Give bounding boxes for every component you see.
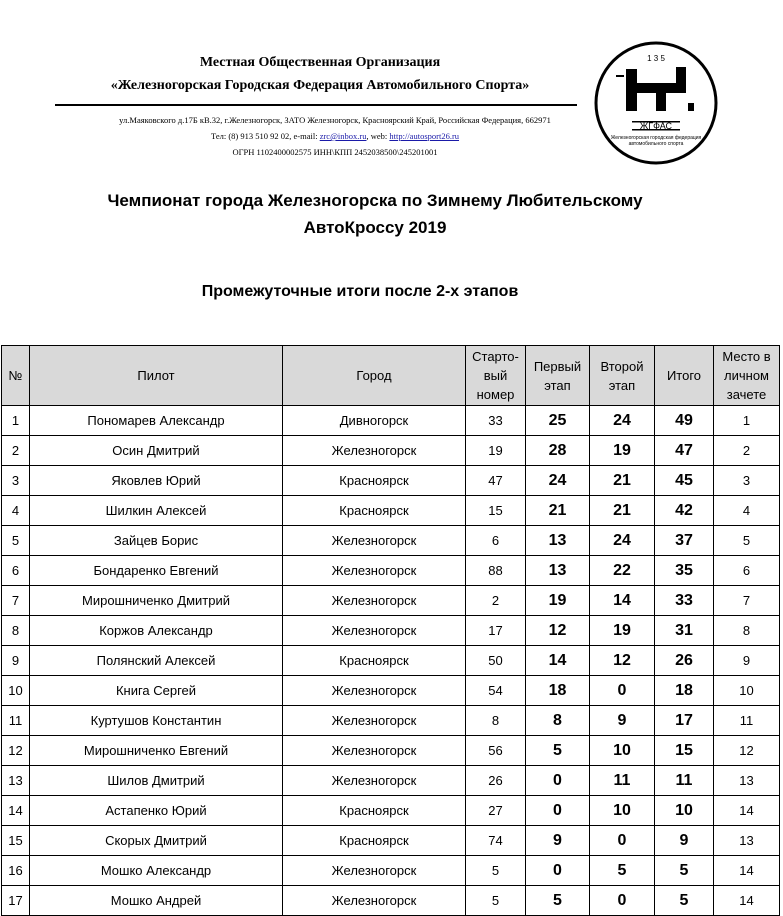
cell-number: 1: [2, 406, 30, 436]
table-row: [2, 496, 780, 526]
cell-place: 9: [714, 646, 780, 676]
letterhead-divider: [55, 104, 577, 106]
cell-pilot: Яковлев Юрий: [30, 466, 283, 496]
cell-pilot: Шилкин Алексей: [30, 496, 283, 526]
cell-city: Железногорск: [283, 886, 466, 916]
cell-pilot: Коржов Александр: [30, 616, 283, 646]
table-row: [2, 646, 780, 676]
table-row: [2, 856, 780, 886]
header-number: №: [2, 346, 30, 406]
cell-number: 7: [2, 586, 30, 616]
cell-place: 11: [714, 706, 780, 736]
table-row: [2, 556, 780, 586]
cell-total: 15: [655, 736, 714, 766]
cell-stage2: 10: [590, 736, 655, 766]
organization-name: Местная Общественная Организация: [199, 55, 441, 70]
cell-place: 5: [714, 526, 780, 556]
cell-number: 17: [2, 886, 30, 916]
cell-number: 4: [2, 496, 30, 526]
cell-stage1: 8: [526, 706, 590, 736]
cell-stage2: 22: [590, 556, 655, 586]
cell-number: 12: [2, 736, 30, 766]
cell-start-number: 17: [466, 616, 526, 646]
cell-total: 5: [655, 886, 714, 916]
postal-address: ул.Маяковского д.17Б кВ.32, г.Железногорск, ЗАТО Железногорск, Красноярский Край, Российская Федерация, 662971: [119, 115, 551, 125]
cell-pilot: Осин Дмитрий: [30, 436, 283, 466]
cell-total: 33: [655, 586, 714, 616]
cell-pilot: Шилов Дмитрий: [30, 766, 283, 796]
cell-stage2: 21: [590, 496, 655, 526]
table-row: [2, 796, 780, 826]
cell-stage2: 5: [590, 856, 655, 886]
contact-line: [85, 131, 585, 141]
cell-total: 10: [655, 796, 714, 826]
header-place: Место в личном зачете: [714, 346, 780, 406]
cell-pilot: Книга Сергей: [30, 676, 283, 706]
cell-pilot: Куртушов Константин: [30, 706, 283, 736]
federation-name: «Железногорская Городская Федерация Автомобильного Спорта»: [110, 78, 530, 93]
cell-stage2: 11: [590, 766, 655, 796]
cell-stage1: 0: [526, 856, 590, 886]
cell-stage2: 14: [590, 586, 655, 616]
cell-place: 8: [714, 616, 780, 646]
cell-start-number: 2: [466, 586, 526, 616]
cell-total: 42: [655, 496, 714, 526]
cell-place: 7: [714, 586, 780, 616]
cell-start-number: 27: [466, 796, 526, 826]
cell-city: Красноярск: [283, 796, 466, 826]
cell-city: Железногорск: [283, 676, 466, 706]
cell-city: Железногорск: [283, 526, 466, 556]
cell-place: 3: [714, 466, 780, 496]
table-row: [2, 586, 780, 616]
cell-number: 5: [2, 526, 30, 556]
cell-stage1: 9: [526, 826, 590, 856]
cell-stage2: 12: [590, 646, 655, 676]
results-heading: Промежуточные итоги после 2-х этапов: [201, 283, 519, 300]
website-link[interactable]: http://autosport26.ru: [389, 131, 460, 141]
cell-stage1: 0: [526, 766, 590, 796]
cell-pilot: Мирошниченко Евгений: [30, 736, 283, 766]
cell-number: 3: [2, 466, 30, 496]
cell-place: 4: [714, 496, 780, 526]
cell-pilot: Зайцев Борис: [30, 526, 283, 556]
cell-start-number: 8: [466, 706, 526, 736]
cell-number: 10: [2, 676, 30, 706]
header-total: Итого: [655, 346, 714, 406]
cell-stage1: 5: [526, 736, 590, 766]
cell-city: Железногорск: [283, 556, 466, 586]
cell-stage1: 14: [526, 646, 590, 676]
cell-number: 14: [2, 796, 30, 826]
svg-text:1 3 5: 1 3 5: [647, 54, 665, 63]
cell-place: 14: [714, 796, 780, 826]
cell-total: 37: [655, 526, 714, 556]
cell-number: 16: [2, 856, 30, 886]
cell-total: 5: [655, 856, 714, 886]
cell-city: Железногорск: [283, 436, 466, 466]
cell-number: 2: [2, 436, 30, 466]
svg-text:ЖГФАС: ЖГФАС: [639, 121, 673, 131]
table-row: [2, 406, 780, 436]
cell-city: Железногорск: [283, 616, 466, 646]
cell-city: Красноярск: [283, 466, 466, 496]
cell-start-number: 50: [466, 646, 526, 676]
cell-city: Железногорск: [283, 706, 466, 736]
cell-stage1: 13: [526, 526, 590, 556]
header-city: Город: [283, 346, 466, 406]
table-row: [2, 676, 780, 706]
cell-place: 12: [714, 736, 780, 766]
table-row: [2, 616, 780, 646]
cell-start-number: 33: [466, 406, 526, 436]
cell-pilot: Скорых Дмитрий: [30, 826, 283, 856]
table-row: [2, 736, 780, 766]
header-stage2: Второй этап: [590, 346, 655, 406]
cell-total: 45: [655, 466, 714, 496]
table-row: [2, 706, 780, 736]
cell-start-number: 19: [466, 436, 526, 466]
cell-stage1: 24: [526, 466, 590, 496]
header-pilot: Пилот: [30, 346, 283, 406]
cell-start-number: 6: [466, 526, 526, 556]
cell-total: 49: [655, 406, 714, 436]
phone-text: Тел: (8) 913 510 92 02, e-mail:: [210, 131, 318, 141]
email-link[interactable]: zrc@inbox.ru: [319, 131, 367, 141]
cell-total: 47: [655, 436, 714, 466]
logo-caption-line1: Железногорская городская федерация: [610, 135, 702, 141]
cell-total: 26: [655, 646, 714, 676]
cell-city: Дивногорск: [283, 406, 466, 436]
cell-stage2: 0: [590, 826, 655, 856]
cell-stage1: 0: [526, 796, 590, 826]
cell-place: 10: [714, 676, 780, 706]
cell-stage1: 21: [526, 496, 590, 526]
cell-city: Железногорск: [283, 736, 466, 766]
cell-start-number: 47: [466, 466, 526, 496]
cell-start-number: 5: [466, 856, 526, 886]
cell-pilot: Бондаренко Евгений: [30, 556, 283, 586]
cell-city: Красноярск: [283, 826, 466, 856]
cell-number: 11: [2, 706, 30, 736]
cell-start-number: 54: [466, 676, 526, 706]
cell-start-number: 5: [466, 886, 526, 916]
table-row: [2, 826, 780, 856]
standings-table: [1, 345, 780, 916]
cell-stage2: 24: [590, 406, 655, 436]
cell-stage2: 0: [590, 676, 655, 706]
cell-pilot: Мирошниченко Дмитрий: [30, 586, 283, 616]
cell-city: Железногорск: [283, 586, 466, 616]
cell-number: 15: [2, 826, 30, 856]
header-stage1: Первый этап: [526, 346, 590, 406]
cell-stage2: 19: [590, 436, 655, 466]
cell-stage2: 19: [590, 616, 655, 646]
cell-number: 9: [2, 646, 30, 676]
table-header-row: [2, 346, 780, 406]
cell-stage2: 9: [590, 706, 655, 736]
cell-place: 1: [714, 406, 780, 436]
web-label: , web:: [366, 131, 388, 141]
cell-number: 6: [2, 556, 30, 586]
cell-pilot: Пономарев Александр: [30, 406, 283, 436]
cell-total: 18: [655, 676, 714, 706]
cell-number: 8: [2, 616, 30, 646]
header-start-number: Старто- вый номер: [466, 346, 526, 406]
cell-stage2: 0: [590, 886, 655, 916]
table-row: [2, 436, 780, 466]
cell-place: 13: [714, 826, 780, 856]
registration-numbers: ОГРН 1102400002575 ИНН\КПП 2452038500\245201001: [232, 147, 438, 157]
logo-caption-line2: автомобильного спорта: [628, 141, 684, 147]
cell-place: 14: [714, 856, 780, 886]
cell-stage1: 12: [526, 616, 590, 646]
cell-pilot: Мошко Андрей: [30, 886, 283, 916]
cell-stage1: 5: [526, 886, 590, 916]
table-row: [2, 466, 780, 496]
cell-city: Красноярск: [283, 646, 466, 676]
cell-total: 11: [655, 766, 714, 796]
cell-number: 13: [2, 766, 30, 796]
cell-total: 9: [655, 826, 714, 856]
table-row: [2, 886, 780, 916]
cell-place: 6: [714, 556, 780, 586]
cell-start-number: 15: [466, 496, 526, 526]
cell-stage2: 24: [590, 526, 655, 556]
cell-pilot: Полянский Алексей: [30, 646, 283, 676]
cell-place: 14: [714, 886, 780, 916]
cell-start-number: 26: [466, 766, 526, 796]
cell-stage1: 18: [526, 676, 590, 706]
cell-stage1: 19: [526, 586, 590, 616]
table-row: [2, 526, 780, 556]
championship-title: Чемпионат города Железногорска по Зимнему Любительскому: [107, 191, 643, 210]
cell-stage1: 13: [526, 556, 590, 586]
cell-city: Железногорск: [283, 766, 466, 796]
cell-start-number: 56: [466, 736, 526, 766]
cell-start-number: 88: [466, 556, 526, 586]
gear-shift-logo-icon: [592, 41, 720, 165]
cell-stage1: 28: [526, 436, 590, 466]
cell-start-number: 74: [466, 826, 526, 856]
cell-total: 35: [655, 556, 714, 586]
cell-stage2: 21: [590, 466, 655, 496]
cell-total: 31: [655, 616, 714, 646]
cell-place: 2: [714, 436, 780, 466]
table-row: [2, 766, 780, 796]
cell-place: 13: [714, 766, 780, 796]
championship-subtitle: АвтоКроссу 2019: [303, 218, 447, 237]
cell-stage1: 25: [526, 406, 590, 436]
cell-stage2: 10: [590, 796, 655, 826]
cell-pilot: Мошко Александр: [30, 856, 283, 886]
cell-pilot: Астапенко Юрий: [30, 796, 283, 826]
cell-city: Красноярск: [283, 496, 466, 526]
cell-total: 17: [655, 706, 714, 736]
cell-city: Железногорск: [283, 856, 466, 886]
